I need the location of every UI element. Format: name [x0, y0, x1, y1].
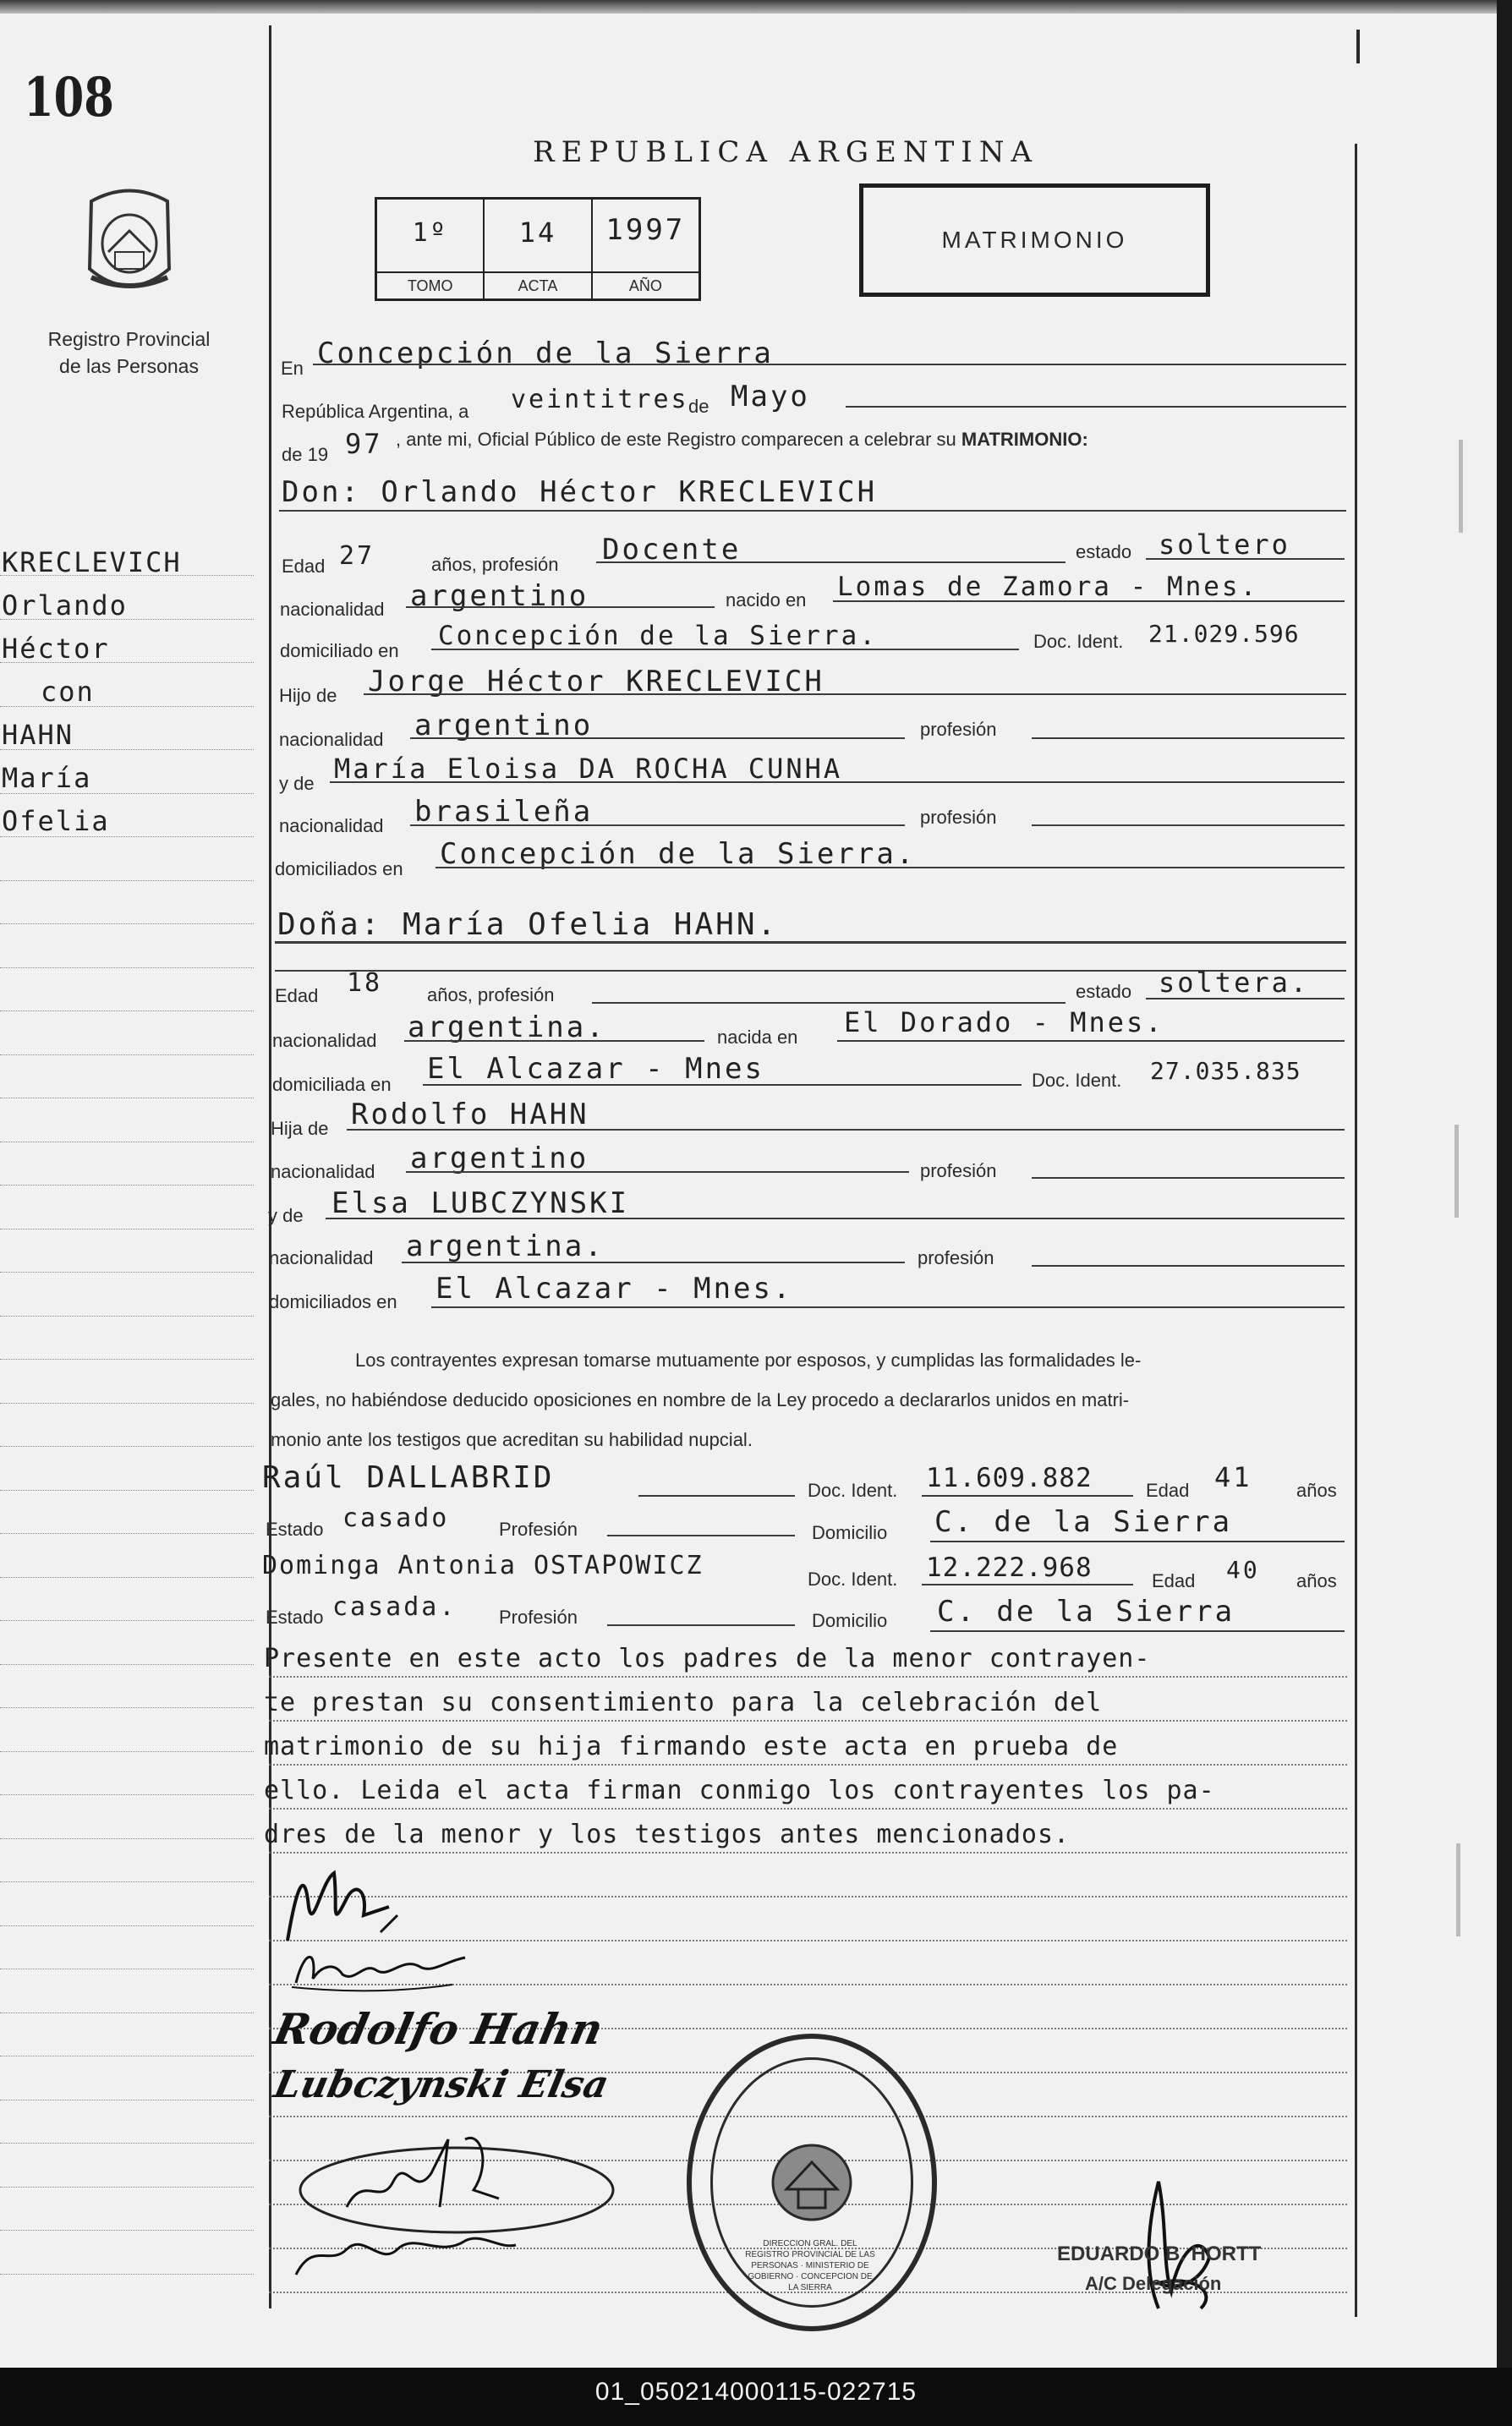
line — [1032, 824, 1345, 826]
estado-label: Estado — [266, 1519, 324, 1540]
margin-note-line: Héctor — [2, 633, 110, 665]
groom-nacionalidad: argentino — [410, 579, 589, 613]
edad-label: Edad — [1152, 1570, 1196, 1591]
bride-domicilio: El Alcazar - Mnes — [427, 1052, 764, 1086]
bride-nacida-en: El Dorado - Mnes. — [844, 1006, 1164, 1038]
stamp-text: DIRECCION GRAL. DEL REGISTRO PROVINCIAL DE LAS PERSONAS · MINISTERIO DE GOBIERNO · CONCEPCION DE LA SIERRA — [745, 2239, 875, 2292]
line — [922, 1495, 1133, 1497]
y-de-label: y de — [268, 1205, 304, 1226]
doc-label: Doc. Ident. — [1032, 1070, 1122, 1091]
line — [1146, 998, 1345, 999]
y-de-label: y de — [279, 773, 315, 794]
margin-note-line: María — [2, 762, 92, 794]
line — [837, 1040, 1345, 1042]
right-border — [1355, 144, 1357, 2317]
line — [930, 1541, 1345, 1542]
margin-rule — [0, 2187, 254, 2188]
line — [410, 737, 905, 739]
statement-text: , ante mi, Oficial Público de este Registro comparecen a celebrar su — [396, 429, 956, 450]
observation-rule — [269, 1764, 1347, 1766]
edad-label: Edad — [1146, 1480, 1190, 1501]
top-right-mark — [1356, 30, 1360, 63]
witness2-domicilio: C. de la Sierra — [937, 1595, 1235, 1629]
margin-rule — [0, 836, 254, 837]
margin-rule — [0, 1185, 254, 1186]
margin-rule — [0, 1751, 254, 1752]
line — [326, 1218, 1345, 1219]
line — [423, 1084, 1022, 1086]
bride-doc: 27.035.835 — [1150, 1057, 1301, 1085]
witness1-estado: casado — [342, 1503, 450, 1533]
bride-edad: 18 — [347, 968, 383, 998]
declaration — [271, 1340, 1346, 1459]
father-nac-label: nacionalidad — [279, 729, 384, 750]
witness1-edad: 41 — [1214, 1461, 1252, 1493]
record-cell-acta — [485, 200, 592, 298]
statement-bold: MATRIMONIO: — [961, 429, 1088, 450]
father-nac-label: nacionalidad — [271, 1161, 375, 1182]
margin-rule — [0, 619, 254, 620]
bride-mother: Elsa LUBCZYNSKI — [331, 1186, 630, 1220]
observation-line: Presente en este acto los padres de la menor contrayen- — [264, 1644, 1151, 1673]
margin-rule — [0, 662, 254, 663]
margin-rule — [0, 2143, 254, 2144]
margin-rule — [0, 1054, 254, 1055]
groom-father-nac: argentino — [414, 709, 594, 742]
margin-rule — [0, 923, 254, 924]
republica-label: República Argentina, a — [282, 401, 469, 422]
tomo-value: 1º — [412, 218, 448, 248]
estado-label: estado — [1076, 981, 1132, 1002]
witness2-estado: casada. — [332, 1592, 457, 1622]
witness2-edad: 40 — [1226, 1556, 1260, 1584]
witness2-doc: 12.222.968 — [926, 1553, 1093, 1583]
line — [846, 406, 1346, 408]
declaration-line: Los contrayentes expresan tomarse mutuamente por esposos, y cumplidas las formalidades le- — [355, 1350, 1142, 1371]
father-prof-label: profesión — [920, 1160, 997, 1181]
line — [313, 364, 1346, 365]
year-prefix: de 19 — [282, 444, 329, 465]
margin-rule — [0, 1925, 254, 1926]
groom-doc: 21.029.596 — [1148, 620, 1300, 648]
declaration-line: gales, no habiéndose deducido oposiciones en nombre de la Ley procedo a declararlos unidos en matri- — [271, 1389, 1130, 1410]
registry-name — [17, 326, 241, 380]
bride-father-nac: argentino — [410, 1142, 589, 1175]
official-title: A/C Delegación — [1085, 2273, 1222, 2294]
profesion-label: Profesión — [499, 1519, 578, 1540]
margin-rule — [0, 575, 254, 576]
margin-rule — [0, 880, 254, 881]
margin-note-line: Orlando — [2, 589, 128, 622]
line — [596, 561, 1066, 563]
groom-mother-nac: brasileña — [414, 795, 594, 829]
line — [922, 1584, 1133, 1585]
observation-rule — [269, 1808, 1347, 1810]
record-box — [375, 197, 701, 301]
ano-label: AÑO — [593, 271, 698, 298]
witness1-doc: 11.609.882 — [926, 1463, 1093, 1493]
margin-note-line: HAHN — [2, 719, 74, 751]
intro-day: veintitres — [511, 385, 689, 414]
margin-rule — [0, 1010, 254, 1011]
line — [930, 1630, 1345, 1632]
en-label: En — [281, 358, 304, 379]
profesion-label: años, profesión — [427, 984, 555, 1005]
margin-rule — [0, 1272, 254, 1273]
father-signature-text: Rodolfo Hahn — [269, 2004, 608, 2054]
father-prof-label: profesión — [920, 719, 997, 740]
line — [431, 649, 1019, 650]
line — [279, 510, 1346, 512]
line — [402, 1262, 905, 1263]
ano-value: 1997 — [605, 213, 686, 247]
margin-rule — [0, 1533, 254, 1534]
nacida-label: nacida en — [717, 1027, 798, 1048]
line — [607, 1624, 795, 1626]
line — [406, 1171, 909, 1173]
mother-prof-label: profesión — [920, 807, 997, 828]
document-type-box — [859, 183, 1210, 297]
year-suffix: 97 — [345, 428, 383, 460]
estado-label: Estado — [266, 1607, 324, 1628]
domicilio-label: Domicilio — [812, 1522, 888, 1543]
mother-nac-label: nacionalidad — [279, 815, 384, 836]
nacionalidad-label: nacionalidad — [280, 599, 385, 620]
provincial-seal-icon — [74, 184, 184, 311]
bride-parents-domicile: El Alcazar - Mnes. — [436, 1272, 793, 1306]
line — [404, 1040, 704, 1042]
margin-rule — [0, 1490, 254, 1491]
margin-rule — [0, 706, 254, 707]
line — [607, 1535, 795, 1536]
margin-rule — [0, 1403, 254, 1404]
domicilio-label: Domicilio — [812, 1610, 888, 1631]
mother-signature-text: Lubczynski Elsa — [270, 2063, 613, 2106]
line — [1032, 737, 1345, 739]
margin-note-line: con — [41, 676, 95, 708]
edad-label: Edad — [282, 556, 326, 577]
stamp-emblem-icon — [766, 2138, 857, 2226]
witness-signatures — [245, 2122, 617, 2292]
record-cell-tomo — [377, 200, 485, 298]
line — [410, 824, 905, 826]
line — [431, 1306, 1345, 1308]
intro-place: Concepción de la Sierra — [317, 337, 774, 370]
observation-rule — [269, 1852, 1347, 1854]
domiciliado-label: domiciliado en — [280, 640, 399, 661]
margin-rule — [0, 1446, 254, 1447]
nacionalidad-label: nacionalidad — [272, 1030, 377, 1051]
groom-profesion: Docente — [602, 533, 742, 567]
line — [592, 1002, 1066, 1004]
registry-line-2: de las Personas — [59, 355, 199, 377]
groom-father: Jorge Héctor KRECLEVICH — [368, 665, 824, 698]
line — [1032, 1265, 1345, 1267]
witness1-name: Raúl DALLABRID — [262, 1460, 555, 1495]
margin-rule — [0, 793, 254, 794]
domiciliada-label: domiciliada en — [272, 1074, 392, 1095]
file-id: 01_050214000115-022715 — [594, 2378, 918, 2406]
official-name: EDUARDO B. HORTT — [1057, 2243, 1262, 2265]
margin-rule — [0, 1794, 254, 1795]
margin-rule — [0, 1707, 254, 1708]
margin-rule — [0, 1664, 254, 1665]
anos-label: años — [1296, 1570, 1337, 1591]
groom-mother: María Eloisa DA ROCHA CUNHA — [334, 753, 843, 785]
margin-rule — [0, 1881, 254, 1882]
line — [275, 941, 1346, 944]
doc-label: Doc. Ident. — [808, 1480, 898, 1501]
record-cell-ano — [593, 200, 698, 298]
observation-line: dres de la menor y los testigos antes mencionados. — [264, 1820, 1071, 1849]
bride-signature — [283, 1932, 478, 2000]
bride-heading: Doña: María Ofelia HAHN. — [277, 907, 779, 942]
bride-estado: soltera. — [1159, 967, 1310, 999]
document-type: MATRIMONIO — [941, 227, 1128, 253]
margin-rule — [0, 2274, 254, 2275]
groom-estado: soltero — [1159, 528, 1290, 561]
domiciliados-label: domiciliados en — [275, 858, 403, 879]
estado-label: estado — [1076, 541, 1132, 562]
witness2-name: Dominga Antonia OSTAPOWICZ — [262, 1551, 704, 1580]
observation-line: ello. Leida el acta firman conmigo los contrayentes los pa- — [264, 1776, 1215, 1805]
hijo-label: Hijo de — [279, 685, 337, 706]
line — [1032, 1177, 1345, 1179]
mother-nac-label: nacionalidad — [269, 1247, 374, 1268]
edad-label: Edad — [275, 985, 319, 1006]
declaration-line: monio ante los testigos que acreditan su habilidad nupcial. — [271, 1429, 753, 1450]
observation-rule — [269, 1720, 1347, 1722]
groom-parents-domicile: Concepción de la Sierra. — [440, 837, 917, 871]
line — [406, 606, 715, 608]
line — [330, 781, 1345, 783]
tomo-label: TOMO — [377, 271, 483, 298]
hija-label: Hija de — [271, 1118, 329, 1139]
line — [364, 693, 1346, 695]
groom-nacido-en: Lomas de Zamora - Mnes. — [837, 572, 1259, 602]
margin-note-line: Ofelia — [2, 805, 110, 837]
doc-label: Doc. Ident. — [808, 1569, 898, 1590]
folio-number: 108 — [24, 66, 114, 129]
groom-heading: Don: Orlando Héctor KRECLEVICH — [282, 475, 878, 509]
margin-note-line: KRECLEVICH — [2, 546, 182, 578]
margin-rule — [0, 2230, 254, 2231]
line — [638, 1495, 795, 1497]
line — [1146, 558, 1345, 560]
acta-value: 14 — [518, 216, 557, 249]
line — [436, 867, 1345, 868]
margin-note — [2, 541, 182, 843]
official-stamp — [687, 2034, 937, 2331]
margin-rule — [0, 967, 254, 968]
observation-line: matrimonio de su hija firmando este acta en prueba de — [264, 1732, 1119, 1761]
doc-label: Doc. Ident. — [1033, 631, 1124, 652]
observation-rule — [269, 1676, 1347, 1678]
margin-rule — [0, 1577, 254, 1578]
bride-mother-nac: argentina. — [406, 1229, 605, 1263]
anos-label: años — [1296, 1480, 1337, 1501]
margin-rule — [0, 1316, 254, 1317]
binding-stitch — [1454, 1125, 1459, 1218]
bride-nacionalidad: argentina. — [408, 1010, 606, 1044]
de-label: de — [688, 396, 709, 417]
margin-rule — [0, 1359, 254, 1360]
acta-label: ACTA — [485, 271, 590, 298]
witness1-domicilio: C. de la Sierra — [934, 1505, 1233, 1539]
intro-statement — [396, 429, 1088, 451]
observations — [264, 1637, 1215, 1857]
profesion-label: Profesión — [499, 1607, 578, 1628]
observation-line: te prestan su consentimiento para la celebración del — [264, 1688, 1103, 1717]
binding-stitch — [1456, 1843, 1460, 1936]
nacido-label: nacido en — [726, 589, 807, 611]
page-title: REPUBLICA ARGENTINA — [533, 135, 1039, 169]
registry-line-1: Registro Provincial — [47, 328, 211, 350]
margin-rule — [0, 1838, 254, 1839]
mother-prof-label: profesión — [918, 1247, 994, 1268]
margin-rule — [0, 1620, 254, 1621]
bride-father: Rodolfo HAHN — [351, 1098, 589, 1131]
intro-month: Mayo — [731, 380, 810, 413]
line — [347, 1129, 1345, 1131]
domiciliados-label: domiciliados en — [269, 1291, 397, 1312]
groom-domicilio: Concepción de la Sierra. — [438, 621, 878, 651]
margin-rule — [0, 749, 254, 750]
groom-edad: 27 — [339, 541, 375, 571]
line — [833, 600, 1345, 602]
binding-stitch — [1459, 440, 1463, 533]
profesion-label: años, profesión — [431, 554, 559, 575]
